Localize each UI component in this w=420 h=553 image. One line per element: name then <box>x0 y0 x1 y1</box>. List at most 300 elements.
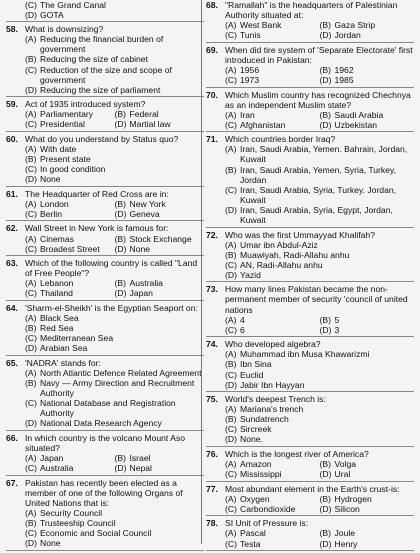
answer-option-2 <box>225 325 320 335</box>
q57-continuation-options <box>25 0 204 20</box>
option-label: (A) <box>225 528 237 539</box>
answer-option-2 <box>25 209 115 219</box>
question-separator <box>6 550 204 551</box>
option-text: Australia <box>40 463 74 474</box>
answer-options <box>225 65 414 85</box>
option-text: London <box>40 198 69 209</box>
option-label: (A) <box>225 459 237 470</box>
question-text: "Ramallah" is the headquarters of Palestinian Authority situated at: <box>225 0 398 21</box>
option-text: Lebanon <box>40 278 74 289</box>
option-label: (C) <box>225 503 237 514</box>
option-label: (A) <box>25 367 37 378</box>
option-label: (D) <box>225 204 237 215</box>
answer-option-0 <box>225 528 320 538</box>
answer-options <box>225 315 414 335</box>
answer-option-2 <box>25 164 204 174</box>
question-text: Most abundant element in the Earth's crust-is: <box>225 483 400 494</box>
option-text: None. <box>240 434 263 445</box>
answer-option-2 <box>25 288 115 298</box>
answer-option-2 <box>225 120 320 130</box>
option-label: (C) <box>225 324 237 335</box>
answer-option-2 <box>225 469 320 479</box>
question-text: World's deepest Trench is: <box>225 394 326 405</box>
question-65 <box>6 358 204 429</box>
answer-option-2 <box>225 185 414 205</box>
question-separator <box>6 255 204 256</box>
question-stem <box>206 45 414 65</box>
answer-option-0 <box>225 20 320 30</box>
option-label: (A) <box>225 109 237 120</box>
option-text: None <box>40 538 61 549</box>
question-number: 78. <box>206 518 218 529</box>
answer-option-0 <box>25 234 115 244</box>
option-label: (D) <box>25 174 37 185</box>
answer-options <box>225 404 414 444</box>
answer-option-0 <box>25 313 204 323</box>
option-label: (C) <box>225 119 237 130</box>
option-label: (A) <box>225 144 237 155</box>
answer-option-0 <box>225 349 414 359</box>
answer-option-0 <box>25 278 115 288</box>
option-label: (A) <box>25 144 37 154</box>
option-label: (B) <box>25 323 37 334</box>
option-label: (C) <box>25 208 37 219</box>
answer-option-3 <box>115 209 205 219</box>
option-label: (C) <box>225 30 237 41</box>
option-text: Uzbekistan <box>334 119 378 130</box>
option-label: (B) <box>114 452 126 463</box>
option-label: (C) <box>25 398 37 409</box>
option-label: (C) <box>225 469 237 480</box>
answer-options <box>25 508 204 548</box>
option-text: Presidential <box>40 119 85 130</box>
answer-option-3 <box>225 270 414 280</box>
option-text: Israel <box>129 452 151 463</box>
answer-option-1 <box>25 323 204 333</box>
answer-option-3 <box>115 463 205 473</box>
option-label: (C) <box>25 463 37 474</box>
option-text: Saudi Arabia <box>334 109 384 120</box>
option-text: Australia <box>129 278 163 289</box>
answer-option-3 <box>225 434 414 444</box>
question-69 <box>206 45 414 85</box>
option-text: Security Council <box>40 507 103 518</box>
answer-option-1 <box>115 278 205 288</box>
option-label: (A) <box>25 109 37 120</box>
option-label: (C) <box>225 75 237 86</box>
option-text: Carbondioxide <box>240 503 296 514</box>
option-text: Reducing the size of cabinet <box>40 54 148 65</box>
option-label: (C) <box>25 243 37 254</box>
answer-option-1 <box>115 453 205 463</box>
question-text: SI Unit of Pressure is: <box>225 518 309 529</box>
option-label: (C) <box>225 184 237 195</box>
right-column <box>206 0 414 553</box>
question-stem <box>6 358 204 368</box>
option-text: Ural <box>334 469 351 480</box>
option-text: New York <box>129 198 166 209</box>
answer-option-2 <box>25 463 115 473</box>
option-text: Arabian Sea <box>40 343 88 354</box>
option-text: 1973 <box>240 75 260 86</box>
option-text: Iran, Saudi Arabia, Yemen, Syria, Turkey, Jordan <box>240 164 397 185</box>
question-separator <box>206 481 414 482</box>
option-label: (A) <box>225 349 237 360</box>
option-text: Iran, Saudi Arabia, Syria, Turkey. Jordan, Kuwait <box>240 184 397 205</box>
answer-options <box>225 144 414 225</box>
question-stem <box>206 230 414 240</box>
option-text: Henry <box>334 538 358 549</box>
question-72 <box>206 230 414 280</box>
option-label: (C) <box>225 259 237 270</box>
option-text: None <box>40 174 61 185</box>
question-62 <box>6 223 204 253</box>
option-text: Federal <box>129 109 159 120</box>
option-label: (D) <box>319 469 332 480</box>
option-text: None <box>129 243 151 254</box>
option-text: Geneva <box>129 208 160 219</box>
question-number: 74. <box>206 339 218 350</box>
question-60 <box>6 134 204 184</box>
option-text: Mediterranean Sea <box>40 333 114 344</box>
question-separator <box>6 300 204 301</box>
question-stem <box>206 484 414 494</box>
option-label: (A) <box>25 233 37 244</box>
option-text: AN, Radi-Allahu anhu <box>240 259 323 270</box>
option-label: (C) <box>225 424 237 435</box>
option-label: (A) <box>225 493 237 504</box>
question-67 <box>6 478 204 549</box>
option-text: Stock Exchange <box>129 233 192 244</box>
option-text: Red Sea <box>40 323 74 334</box>
question-stem <box>206 449 414 459</box>
answer-options <box>25 453 204 473</box>
answer-option-1 <box>225 250 414 260</box>
option-label: (C) <box>25 288 37 299</box>
question-text: What do you understand by Status quo? <box>25 133 179 144</box>
option-text: GOTA <box>40 10 64 21</box>
question-stem <box>206 90 414 110</box>
option-label: (B) <box>319 20 331 31</box>
answer-option-3 <box>25 174 204 184</box>
option-text: Economic and Social Council <box>40 528 152 539</box>
answer-option-1 <box>320 65 415 75</box>
answer-option-0 <box>25 453 115 463</box>
question-number: 61. <box>6 188 18 199</box>
answer-option-2 <box>225 30 320 40</box>
answer-option-3 <box>320 30 415 40</box>
question-separator <box>6 96 204 97</box>
option-text: Testa <box>240 538 261 549</box>
option-text: Iran, Saudi Arabia, Yemen. Bahrain, Jordan, Kuwait <box>240 144 408 165</box>
option-text: Mariana's trench <box>240 404 304 415</box>
option-text: National Data Research Agency <box>40 418 162 429</box>
option-label: (C) <box>25 0 37 10</box>
answer-option-1 <box>25 10 204 20</box>
answer-option-0 <box>225 144 414 164</box>
answer-option-1 <box>320 315 415 325</box>
option-text: Volga <box>334 459 357 470</box>
option-label: (B) <box>319 64 331 75</box>
answer-option-1 <box>320 528 415 538</box>
answer-option-0 <box>25 144 204 154</box>
answer-options <box>225 459 414 479</box>
option-label: (A) <box>25 198 37 209</box>
answer-option-0 <box>225 494 320 504</box>
question-separator <box>206 550 414 551</box>
option-label: (D) <box>25 84 37 95</box>
left-column <box>6 0 204 553</box>
option-label: (B) <box>225 164 237 175</box>
question-63 <box>6 258 204 298</box>
question-66 <box>6 433 204 473</box>
option-text: 1985 <box>334 75 354 86</box>
option-label: (D) <box>319 503 332 514</box>
question-separator <box>206 391 414 392</box>
option-label: (A) <box>25 452 37 463</box>
option-text: Mississippi <box>240 469 282 480</box>
option-label: (D) <box>25 343 37 354</box>
answer-option-3 <box>25 343 204 353</box>
question-separator <box>6 21 204 22</box>
option-text: Black Sea <box>40 312 79 323</box>
option-label: (C) <box>25 64 37 75</box>
option-label: (A) <box>25 507 37 518</box>
answer-options <box>25 144 204 184</box>
question-74 <box>206 339 414 389</box>
question-59 <box>6 99 204 129</box>
answer-option-3 <box>320 504 415 514</box>
answer-option-2 <box>25 65 204 85</box>
answer-option-0 <box>225 459 320 469</box>
option-label: (C) <box>225 369 237 380</box>
question-stem <box>6 433 204 453</box>
option-text: Reducing the financial burden of government <box>40 34 164 55</box>
answer-options <box>25 34 204 95</box>
option-text: Japan <box>129 288 153 299</box>
question-stem <box>6 189 204 199</box>
answer-options <box>225 528 414 548</box>
answer-option-3 <box>115 288 205 298</box>
question-text: Who was the first Ummayyad Khalifah? <box>225 229 375 240</box>
answer-option-2 <box>225 370 414 380</box>
answer-option-1 <box>25 378 204 398</box>
answer-option-1 <box>225 414 414 424</box>
question-71 <box>206 134 414 225</box>
question-text: Which of the following country is called "Land of Free People"? <box>25 258 198 279</box>
question-number: 64. <box>6 302 18 313</box>
option-label: (B) <box>114 278 126 289</box>
question-text: Pakistan has recently been elected as a member of one of the following Organs of United Nations that is: <box>25 477 183 508</box>
question-text: How many lines Pakistan became the non-permanent member of security 'council of united nations <box>225 284 408 315</box>
answer-option-1 <box>115 109 205 119</box>
question-separator <box>206 131 414 132</box>
answer-option-1 <box>225 359 414 369</box>
option-label: (D) <box>25 10 37 21</box>
question-text: In which country is the volcano Mount Aso situated? <box>25 432 186 453</box>
question-separator <box>6 475 204 476</box>
question-number: 70. <box>206 89 218 100</box>
option-text: Sircreek <box>240 424 272 435</box>
question-separator <box>206 515 414 516</box>
option-text: National Database and Registration Authority <box>40 398 176 419</box>
answer-options <box>225 240 414 280</box>
question-stem <box>6 258 204 278</box>
question-number: 76. <box>206 448 218 459</box>
answer-option-1 <box>225 165 414 185</box>
option-text: Amazon <box>240 459 272 470</box>
option-label: (D) <box>114 243 127 254</box>
question-number: 68. <box>206 0 218 10</box>
option-text: 5 <box>334 314 340 325</box>
question-number: 75. <box>206 394 218 405</box>
answer-option-3 <box>115 119 205 129</box>
option-text: Umar ibn Abdul-Aziz <box>240 239 318 250</box>
question-text: Act of 1935 introduced system? <box>25 99 146 110</box>
answer-option-2 <box>225 75 320 85</box>
answer-options <box>225 349 414 389</box>
question-text: What is downsizing? <box>25 24 104 35</box>
option-label: (D) <box>25 538 37 549</box>
answer-option-3 <box>320 75 415 85</box>
answer-options <box>25 234 204 254</box>
question-stem <box>6 134 204 144</box>
option-text: Cinemas <box>40 233 74 244</box>
answer-options <box>225 494 414 514</box>
answer-option-2 <box>25 528 204 538</box>
answer-option-1 <box>320 494 415 504</box>
option-label: (B) <box>319 109 331 120</box>
option-label: (D) <box>114 288 127 299</box>
option-text: Martial law <box>129 119 171 130</box>
question-number: 60. <box>6 133 18 144</box>
answer-option-2 <box>25 398 204 418</box>
option-label: (B) <box>319 314 331 325</box>
option-label: (B) <box>319 528 331 539</box>
option-text: Trusteeship Council <box>40 517 116 528</box>
answer-options <box>25 368 204 429</box>
question-stem <box>206 0 414 20</box>
option-text: Silicon <box>334 503 360 514</box>
option-label: (A) <box>25 312 37 323</box>
option-label: (B) <box>225 359 237 370</box>
question-number: 72. <box>206 229 218 240</box>
option-label: (C) <box>25 333 37 344</box>
option-text: Pascal <box>240 528 266 539</box>
answer-option-1 <box>25 154 204 164</box>
question-stem <box>6 99 204 109</box>
answer-option-1 <box>25 518 204 528</box>
question-separator <box>6 131 204 132</box>
question-number: 58. <box>6 24 18 35</box>
question-text: Which countries border Iraq? <box>225 134 336 145</box>
answer-option-0 <box>25 199 115 209</box>
question-text: When did tire system of 'Separate Electorate' first introduced in Pakistan: <box>225 44 413 65</box>
answer-option-2 <box>225 504 320 514</box>
question-75 <box>206 394 414 444</box>
option-label: (A) <box>225 239 237 250</box>
answer-option-1 <box>320 20 415 30</box>
question-separator <box>6 355 204 356</box>
option-text: Iran, Saudi Arabia, Syria, Egypt, Jordan, Kuwait <box>240 204 393 226</box>
answer-option-3 <box>115 244 205 254</box>
question-number: 73. <box>206 284 218 295</box>
question-number: 67. <box>6 477 18 488</box>
question-text: Who developed algebra? <box>225 339 321 350</box>
option-text: West Bank <box>240 20 282 31</box>
option-label: (D) <box>319 119 332 130</box>
option-text: Thailand <box>40 288 73 299</box>
option-text: 6 <box>240 324 245 335</box>
answer-option-1 <box>115 199 205 209</box>
answer-option-1 <box>320 110 415 120</box>
option-label: (B) <box>225 414 237 425</box>
option-text: Jabir Ibn Hayyan <box>240 379 305 390</box>
option-label: (B) <box>114 233 126 244</box>
question-number: 66. <box>6 432 18 443</box>
answer-option-0 <box>25 109 115 119</box>
question-number: 77. <box>206 483 218 494</box>
answer-option-3 <box>320 120 415 130</box>
question-68 <box>206 0 414 40</box>
answer-options <box>25 109 204 129</box>
option-text: 1956 <box>240 64 260 75</box>
question-stem <box>6 223 204 233</box>
question-separator <box>206 227 414 228</box>
option-label: (D) <box>319 30 332 41</box>
question-separator <box>206 42 414 43</box>
question-number: 65. <box>6 357 18 368</box>
option-label: (B) <box>25 377 37 388</box>
option-text: Nepal <box>129 463 152 474</box>
option-label: (D) <box>114 208 127 219</box>
question-77 <box>206 484 414 514</box>
question-stem <box>206 284 414 314</box>
question-stem <box>6 303 204 313</box>
question-separator <box>6 430 204 431</box>
option-text: Muhammad ibn Musa Khawarizmi <box>240 349 370 360</box>
option-label: (A) <box>25 34 37 45</box>
option-label: (B) <box>25 154 37 165</box>
option-text: Berlin <box>40 208 62 219</box>
option-label: (C) <box>25 119 37 130</box>
option-text: Reduction of the size and scope of government <box>40 64 172 85</box>
option-label: (B) <box>319 493 331 504</box>
option-text: 4 <box>240 314 245 325</box>
answer-option-1 <box>25 54 204 64</box>
option-label: (D) <box>225 434 237 445</box>
option-text: Gaza Strip <box>334 20 376 31</box>
option-label: (B) <box>114 198 126 209</box>
question-number: 63. <box>6 258 18 269</box>
answer-option-0 <box>225 315 320 325</box>
option-text: 1962 <box>334 64 354 75</box>
question-76 <box>206 449 414 479</box>
option-label: (A) <box>225 314 237 325</box>
option-text: Reducing the size of parliament <box>40 84 161 95</box>
question-separator <box>206 336 414 337</box>
question-61 <box>6 189 204 219</box>
answer-option-2 <box>225 424 414 434</box>
question-text: The Headquarter of Red Cross are in: <box>25 188 169 199</box>
question-58 <box>6 24 204 95</box>
answer-options <box>225 110 414 130</box>
option-text: Present state <box>40 154 91 165</box>
question-number: 62. <box>6 223 18 234</box>
answer-option-2 <box>25 119 115 129</box>
option-text: Jordan <box>334 30 361 41</box>
question-stem <box>6 478 204 508</box>
